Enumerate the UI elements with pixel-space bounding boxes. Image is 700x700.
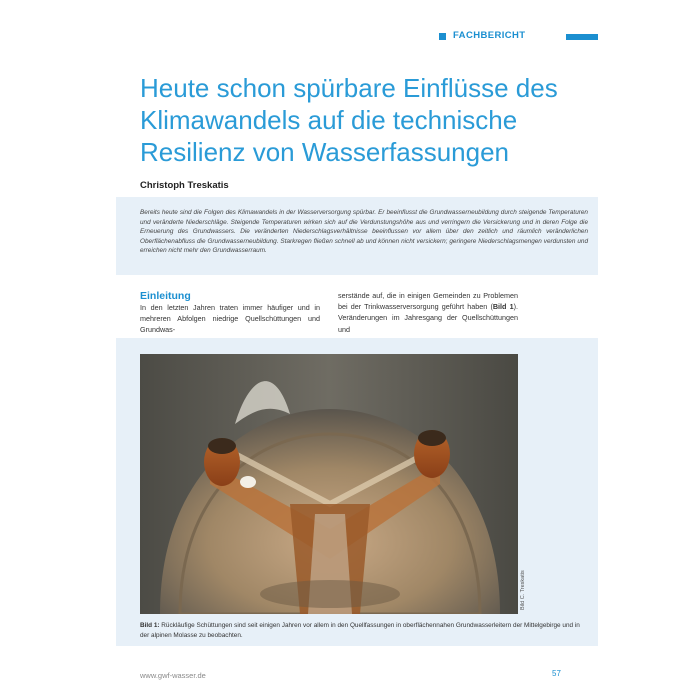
figure-reference: Bild 1 xyxy=(492,302,514,312)
author-name: Christoph Treskatis xyxy=(140,180,229,191)
figure-caption xyxy=(140,621,580,641)
body-column-left: In den letzten Jahren traten immer häufiger und in mehreren Abfolgen niedrige Quellschüttungen und Grundwas- xyxy=(140,303,320,335)
article-title xyxy=(140,72,580,168)
header-bar-marker xyxy=(566,34,598,40)
caption-text: Rückläufige Schüttungen sind seit einigen Jahren vor allem in den Quellfassungen in oberflächennahen Grundwasserleitern der Mittelgebirge und in der alpinen Molasse zu beobachten. xyxy=(140,622,580,639)
spring-capture-photo xyxy=(140,354,518,614)
footer-url[interactable]: www.gwf-wasser.de xyxy=(140,671,206,680)
page-number: 57 xyxy=(552,669,561,678)
body-column-right xyxy=(338,290,518,335)
body-text-segment: serstände auf, die in einigen Gemeinden zu Problemen bei der Trinkwasserversorgung geführt haben ( xyxy=(338,291,518,312)
title-line-2: Klimawandels auf die technische xyxy=(140,105,518,135)
abstract-text: Bereits heute sind die Folgen des Klimawandels in der Wasserversorgung spürbar. Er beeinflusst die Grundwasserneubildung durch steigende Temperaturen und veränderte Niederschläge. Steigende Temperaturen wirken sich auf die Verdunstungshöhe aus und verringern die Versickerung und in deren Folge die Erneuerung des Grundwassers. Die veränderten Niederschlagsverhältnisse beeinflussen vor allem über den zeitlich und räumlich veränderlichen Oberflächenabfluss die Grundwasserneubildung. Starkregen fließen schnell ab und können nicht versickern; geringere Niederschlagsmengen verdunsten und erreichen nicht mehr den Grundwasserraum. xyxy=(140,209,588,255)
section-label: FACHBERICHT xyxy=(453,30,526,41)
title-line-3: Resilienz von Wasserfassungen xyxy=(140,137,509,167)
caption-label: Bild 1: xyxy=(140,622,160,629)
section-heading: Einleitung xyxy=(140,290,191,302)
header-square-marker xyxy=(439,33,446,40)
page-header xyxy=(0,30,700,46)
title-line-1: Heute schon spürbare Einflüsse des xyxy=(140,73,558,103)
photo-credit: Bild C. Treskatis xyxy=(520,570,526,610)
body-text-segment: ). Veränderungen im Jahresgang der Quellschüttungen und xyxy=(338,302,518,334)
abstract-box xyxy=(116,197,598,275)
